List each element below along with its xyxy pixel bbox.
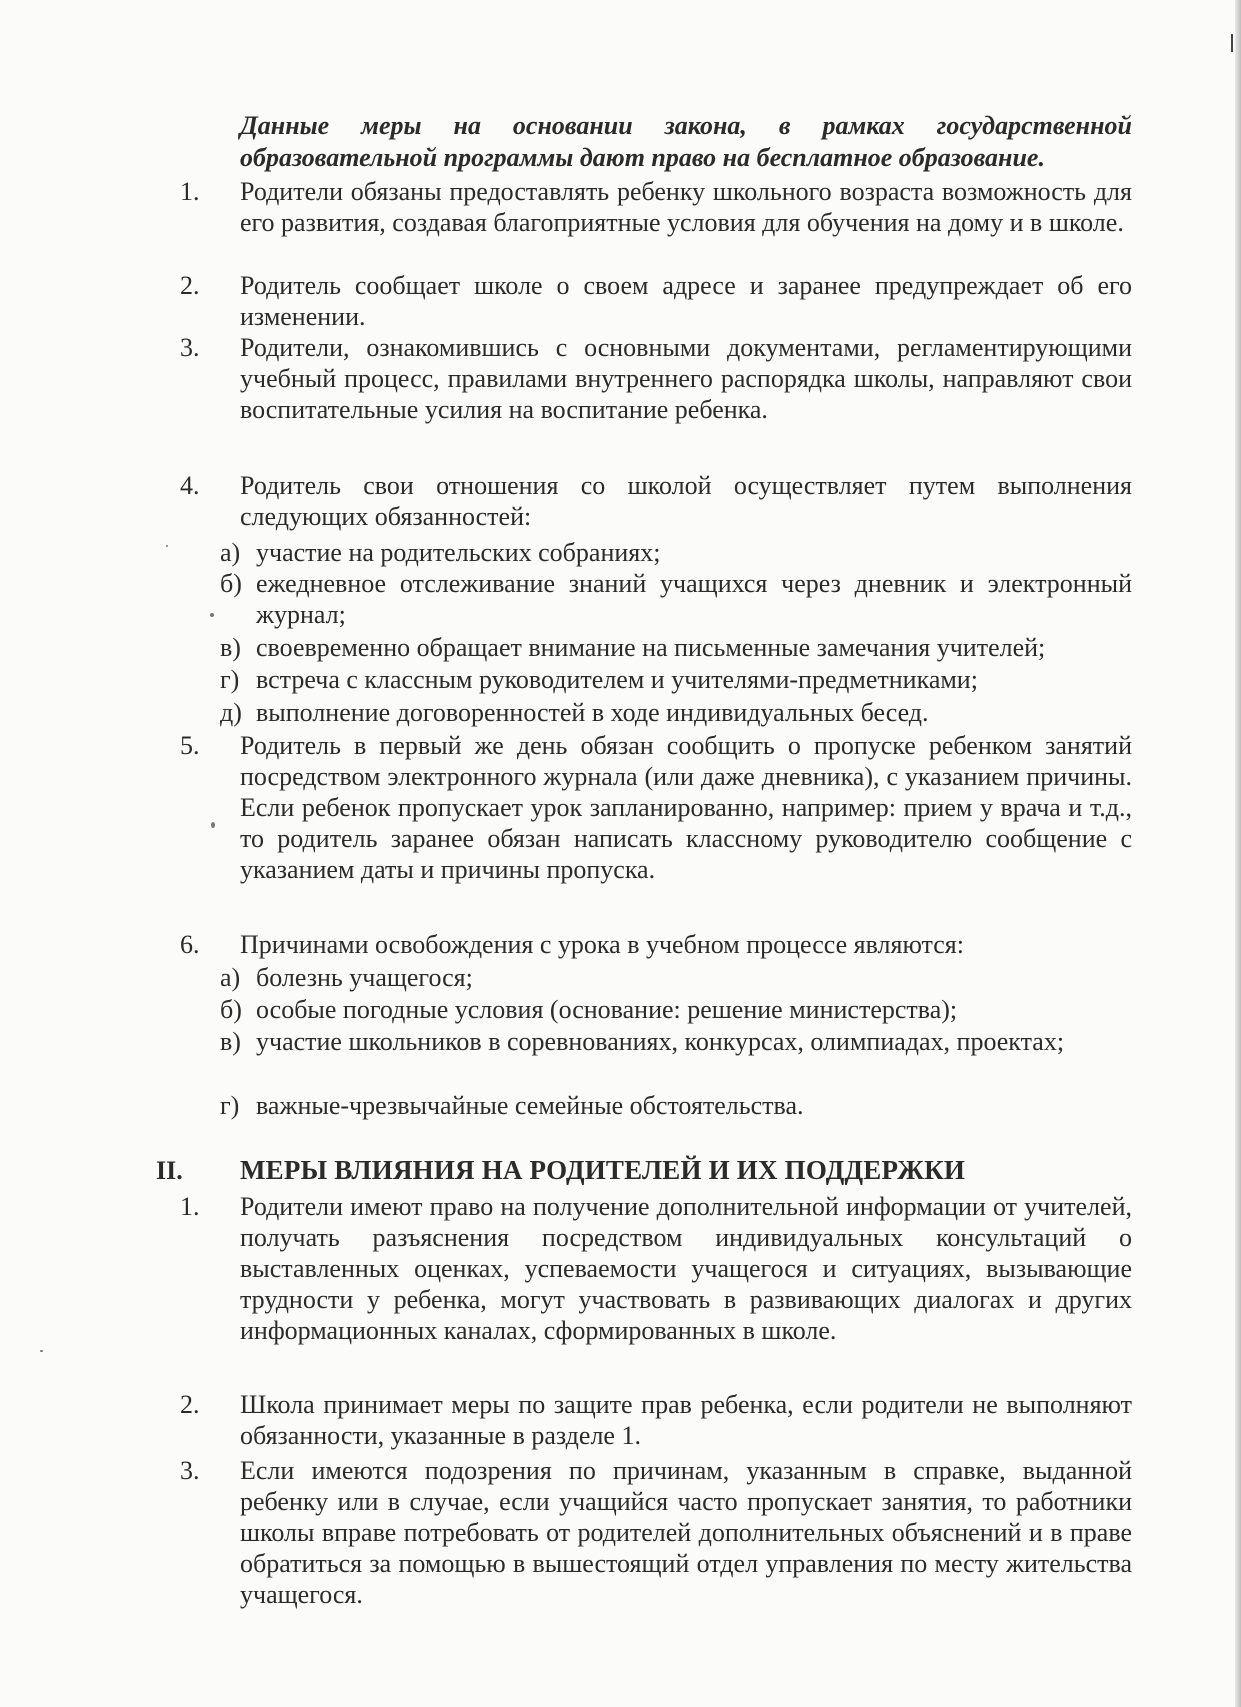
sub-item-letter: б) bbox=[220, 995, 242, 1024]
sub-item-text: выполнение договоренностей в ходе индивидуальных бесед. bbox=[256, 698, 929, 727]
sub-item-letter: а) bbox=[220, 538, 241, 567]
item-number: 2. bbox=[180, 271, 200, 300]
sub-item-text: встреча с классным руководителем и учителями-предметниками; bbox=[256, 665, 978, 694]
sub-item-text: важные-чрезвычайные семейные обстоятельства. bbox=[256, 1091, 804, 1120]
item-text: Родитель свои отношения со школой осуществляет путем выполнения следующих обязанностей: bbox=[240, 471, 1132, 531]
sub-item-text: болезнь учащегося; bbox=[256, 963, 473, 992]
sub-item-letter: б) bbox=[220, 569, 242, 598]
scan-speck bbox=[166, 545, 168, 547]
item-text: Родители обязаны предоставлять ребенку школьного возраста возможность для его развития, создавая благоприятные условия для обучения на дому и в школе. bbox=[240, 177, 1132, 237]
scan-speck bbox=[40, 1350, 43, 1352]
item-number: 4. bbox=[180, 471, 200, 500]
sub-item-text: ежедневное отслеживание знаний учащихся через дневник и электронный журнал; bbox=[256, 569, 1132, 629]
sub-item-letter: а) bbox=[220, 963, 241, 992]
item-text: Причинами освобождения с урока в учебном процессе являются: bbox=[240, 930, 964, 959]
sub-item-letter: г) bbox=[220, 1091, 240, 1120]
sub-item-letter: в) bbox=[220, 633, 241, 662]
scan-speck bbox=[211, 822, 215, 828]
item-number: 2. bbox=[180, 1390, 200, 1419]
scan-speck bbox=[210, 613, 214, 617]
item-number: 6. bbox=[180, 930, 200, 959]
item-number: 1. bbox=[180, 1192, 200, 1221]
page-edge bbox=[1235, 0, 1241, 1707]
item-number: 3. bbox=[180, 1456, 200, 1485]
sub-item-letter: д) bbox=[220, 698, 242, 727]
item-text: Родитель в первый же день обязан сообщить о пропуске ребенком занятий посредством электронного журнала (или даже дневника), с указанием причины. Если ребенок пропускает урок запланированно, например: прием у врача и т.д., то родитель заранее обязан написать классному руководителю сообщение с указанием даты и причины пропуска. bbox=[240, 731, 1132, 884]
sub-item-text: особые погодные условия (основание: решение министерства); bbox=[256, 995, 958, 1024]
sub-item-text: своевременно обращает внимание на письменные замечания учителей; bbox=[256, 633, 1046, 662]
item-text: Если имеются подозрения по причинам, указанным в справке, выданной ребенку или в случае, если учащийся часто пропускает занятия, то работники школы вправе потребовать от родителей дополнительных объяснений и в праве обратиться за помощью в вышестоящий отдел управления по месту жительства учащегося. bbox=[240, 1456, 1132, 1609]
sub-item-letter: в) bbox=[220, 1027, 241, 1056]
intro-paragraph: Данные меры на основании закона, в рамках государственной образовательной программы дают право на бесплатное образование. bbox=[240, 111, 1132, 172]
sub-item-text: участие на родительских собраниях; bbox=[256, 538, 661, 567]
item-text: Школа принимает меры по защите прав ребенка, если родители не выполняют обязанности, указанные в разделе 1. bbox=[240, 1390, 1132, 1450]
item-text: Родители, ознакомившись с основными документами, регламентирующими учебный процесс, правилами внутреннего распорядка школы, направляют свои воспитательные усилия на воспитание ребенка. bbox=[240, 333, 1132, 424]
section-number: II. bbox=[156, 1156, 183, 1185]
item-number: 5. bbox=[180, 731, 200, 760]
section-title: МЕРЫ ВЛИЯНИЯ НА РОДИТЕЛЕЙ И ИХ ПОДДЕРЖКИ bbox=[240, 1155, 966, 1185]
item-number: 3. bbox=[180, 333, 200, 362]
item-text: Родители имеют право на получение дополнительной информации от учителей, получать разъяснения посредством индивидуальных консультаций о выставленных оценках, успеваемости учащегося и ситуациях, вызывающие трудности у ребенка, могут участвовать в развивающих диалогах и других информационных каналах, сформированных в школе. bbox=[240, 1192, 1132, 1345]
sub-item-text: участие школьников в соревнованиях, конкурсах, олимпиадах, проектах; bbox=[256, 1027, 1065, 1056]
item-text: Родитель сообщает школе о своем адресе и заранее предупреждает об его изменении. bbox=[240, 271, 1132, 331]
sub-item-letter: г) bbox=[220, 665, 240, 694]
scan-corner-mark bbox=[1231, 34, 1233, 52]
item-number: 1. bbox=[180, 177, 200, 206]
